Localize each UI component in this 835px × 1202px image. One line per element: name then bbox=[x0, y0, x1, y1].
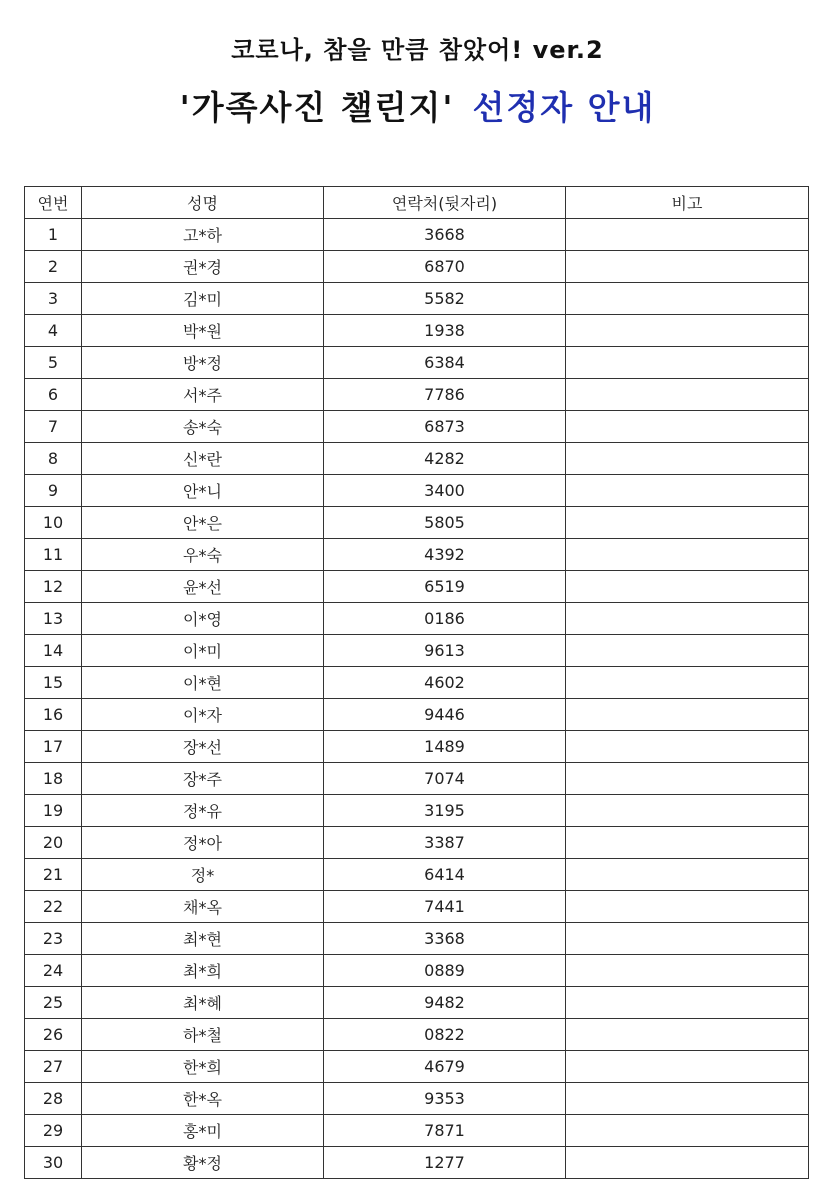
table-row bbox=[25, 699, 809, 731]
cell-note bbox=[566, 1051, 809, 1083]
cell-name: 이*현 bbox=[82, 667, 324, 699]
cell-name: 장*주 bbox=[82, 763, 324, 795]
cell-note bbox=[566, 379, 809, 411]
cell-note bbox=[566, 891, 809, 923]
cell-note bbox=[566, 699, 809, 731]
cell-number: 3 bbox=[25, 283, 82, 315]
table-row bbox=[25, 1083, 809, 1115]
table-row bbox=[25, 507, 809, 539]
cell-name: 한*옥 bbox=[82, 1083, 324, 1115]
table-row bbox=[25, 1051, 809, 1083]
cell-name: 고*하 bbox=[82, 219, 324, 251]
cell-note bbox=[566, 603, 809, 635]
cell-name: 정*유 bbox=[82, 795, 324, 827]
cell-phone: 4282 bbox=[324, 443, 566, 475]
cell-number: 17 bbox=[25, 731, 82, 763]
cell-phone: 1277 bbox=[324, 1147, 566, 1179]
table-row bbox=[25, 251, 809, 283]
cell-number: 25 bbox=[25, 987, 82, 1019]
table-row bbox=[25, 1115, 809, 1147]
cell-name: 최*희 bbox=[82, 955, 324, 987]
cell-name: 이*미 bbox=[82, 635, 324, 667]
cell-name: 정* bbox=[82, 859, 324, 891]
cell-name: 채*옥 bbox=[82, 891, 324, 923]
cell-phone: 4602 bbox=[324, 667, 566, 699]
table-row bbox=[25, 955, 809, 987]
cell-name: 한*희 bbox=[82, 1051, 324, 1083]
cell-phone: 7871 bbox=[324, 1115, 566, 1147]
cell-name: 안*은 bbox=[82, 507, 324, 539]
table-row bbox=[25, 667, 809, 699]
table-row bbox=[25, 923, 809, 955]
cell-number: 5 bbox=[25, 347, 82, 379]
cell-name: 권*경 bbox=[82, 251, 324, 283]
cell-phone: 7441 bbox=[324, 891, 566, 923]
cell-note bbox=[566, 571, 809, 603]
cell-number: 13 bbox=[25, 603, 82, 635]
table-row bbox=[25, 859, 809, 891]
title-winners-notice: 선정자 안내 bbox=[472, 88, 656, 127]
cell-note bbox=[566, 411, 809, 443]
cell-phone: 0186 bbox=[324, 603, 566, 635]
cell-phone: 6384 bbox=[324, 347, 566, 379]
cell-name: 이*자 bbox=[82, 699, 324, 731]
cell-name: 박*원 bbox=[82, 315, 324, 347]
cell-note bbox=[566, 443, 809, 475]
title-event-name: '가족사진 챌린지' bbox=[179, 88, 455, 127]
header-phone: 연락처(뒷자리) bbox=[324, 187, 566, 219]
cell-note bbox=[566, 667, 809, 699]
table-row bbox=[25, 315, 809, 347]
cell-note bbox=[566, 507, 809, 539]
cell-note bbox=[566, 731, 809, 763]
cell-number: 21 bbox=[25, 859, 82, 891]
cell-name: 최*현 bbox=[82, 923, 324, 955]
cell-number: 10 bbox=[25, 507, 82, 539]
table-row bbox=[25, 603, 809, 635]
cell-note bbox=[566, 827, 809, 859]
cell-number: 4 bbox=[25, 315, 82, 347]
cell-phone: 9613 bbox=[324, 635, 566, 667]
cell-number: 23 bbox=[25, 923, 82, 955]
header-note: 비고 bbox=[566, 187, 809, 219]
document-subtitle: 코로나, 참을 만큼 참았어! ver.2 bbox=[231, 36, 604, 64]
table-row bbox=[25, 571, 809, 603]
cell-number: 14 bbox=[25, 635, 82, 667]
cell-number: 28 bbox=[25, 1083, 82, 1115]
table-row bbox=[25, 763, 809, 795]
table-row bbox=[25, 731, 809, 763]
cell-number: 26 bbox=[25, 1019, 82, 1051]
cell-note bbox=[566, 1083, 809, 1115]
cell-phone: 9446 bbox=[324, 699, 566, 731]
cell-phone: 3387 bbox=[324, 827, 566, 859]
table-row bbox=[25, 219, 809, 251]
cell-phone: 4679 bbox=[324, 1051, 566, 1083]
cell-note bbox=[566, 315, 809, 347]
cell-note bbox=[566, 795, 809, 827]
cell-note bbox=[566, 859, 809, 891]
table-row bbox=[25, 283, 809, 315]
cell-note bbox=[566, 923, 809, 955]
cell-phone: 1938 bbox=[324, 315, 566, 347]
cell-name: 안*니 bbox=[82, 475, 324, 507]
cell-phone: 9482 bbox=[324, 987, 566, 1019]
cell-phone: 5805 bbox=[324, 507, 566, 539]
cell-phone: 6870 bbox=[324, 251, 566, 283]
cell-name: 장*선 bbox=[82, 731, 324, 763]
cell-number: 8 bbox=[25, 443, 82, 475]
table-row bbox=[25, 635, 809, 667]
cell-number: 30 bbox=[25, 1147, 82, 1179]
cell-phone: 0889 bbox=[324, 955, 566, 987]
table-row bbox=[25, 1147, 809, 1179]
cell-note bbox=[566, 1019, 809, 1051]
cell-phone: 3195 bbox=[324, 795, 566, 827]
cell-number: 22 bbox=[25, 891, 82, 923]
cell-number: 16 bbox=[25, 699, 82, 731]
cell-number: 11 bbox=[25, 539, 82, 571]
cell-phone: 6414 bbox=[324, 859, 566, 891]
table-row bbox=[25, 539, 809, 571]
cell-name: 하*철 bbox=[82, 1019, 324, 1051]
cell-name: 방*정 bbox=[82, 347, 324, 379]
cell-name: 신*란 bbox=[82, 443, 324, 475]
cell-phone: 7074 bbox=[324, 763, 566, 795]
cell-name: 윤*선 bbox=[82, 571, 324, 603]
cell-name: 김*미 bbox=[82, 283, 324, 315]
cell-name: 이*영 bbox=[82, 603, 324, 635]
table-row bbox=[25, 827, 809, 859]
cell-phone: 4392 bbox=[324, 539, 566, 571]
cell-phone: 6519 bbox=[324, 571, 566, 603]
cell-number: 2 bbox=[25, 251, 82, 283]
cell-phone: 6873 bbox=[324, 411, 566, 443]
cell-note bbox=[566, 1115, 809, 1147]
header-name: 성명 bbox=[82, 187, 324, 219]
cell-phone: 3368 bbox=[324, 923, 566, 955]
cell-note bbox=[566, 251, 809, 283]
cell-note bbox=[566, 475, 809, 507]
cell-phone: 1489 bbox=[324, 731, 566, 763]
winners-table bbox=[24, 186, 809, 1179]
cell-number: 6 bbox=[25, 379, 82, 411]
cell-phone: 5582 bbox=[324, 283, 566, 315]
cell-note bbox=[566, 219, 809, 251]
cell-note bbox=[566, 987, 809, 1019]
cell-number: 20 bbox=[25, 827, 82, 859]
cell-name: 송*숙 bbox=[82, 411, 324, 443]
cell-phone: 7786 bbox=[324, 379, 566, 411]
table-row bbox=[25, 891, 809, 923]
cell-note bbox=[566, 1147, 809, 1179]
table-row bbox=[25, 443, 809, 475]
cell-name: 홍*미 bbox=[82, 1115, 324, 1147]
cell-number: 29 bbox=[25, 1115, 82, 1147]
cell-number: 7 bbox=[25, 411, 82, 443]
cell-number: 19 bbox=[25, 795, 82, 827]
table-row bbox=[25, 411, 809, 443]
cell-number: 18 bbox=[25, 763, 82, 795]
cell-phone: 3668 bbox=[324, 219, 566, 251]
cell-phone: 9353 bbox=[324, 1083, 566, 1115]
cell-name: 정*아 bbox=[82, 827, 324, 859]
cell-phone: 3400 bbox=[324, 475, 566, 507]
cell-name: 우*숙 bbox=[82, 539, 324, 571]
table-row bbox=[25, 475, 809, 507]
cell-name: 최*혜 bbox=[82, 987, 324, 1019]
cell-phone: 0822 bbox=[324, 1019, 566, 1051]
table-body bbox=[25, 219, 809, 1179]
table-row bbox=[25, 987, 809, 1019]
table-row bbox=[25, 379, 809, 411]
table-header-row bbox=[25, 187, 809, 219]
cell-number: 12 bbox=[25, 571, 82, 603]
cell-number: 9 bbox=[25, 475, 82, 507]
document-title bbox=[0, 82, 835, 129]
cell-note bbox=[566, 763, 809, 795]
table-row bbox=[25, 795, 809, 827]
cell-note bbox=[566, 955, 809, 987]
cell-name: 황*정 bbox=[82, 1147, 324, 1179]
table-row bbox=[25, 347, 809, 379]
cell-number: 1 bbox=[25, 219, 82, 251]
table-row bbox=[25, 1019, 809, 1051]
cell-note bbox=[566, 347, 809, 379]
cell-number: 15 bbox=[25, 667, 82, 699]
cell-number: 24 bbox=[25, 955, 82, 987]
cell-number: 27 bbox=[25, 1051, 82, 1083]
cell-note bbox=[566, 539, 809, 571]
cell-note bbox=[566, 283, 809, 315]
cell-note bbox=[566, 635, 809, 667]
header-number: 연번 bbox=[25, 187, 82, 219]
cell-name: 서*주 bbox=[82, 379, 324, 411]
